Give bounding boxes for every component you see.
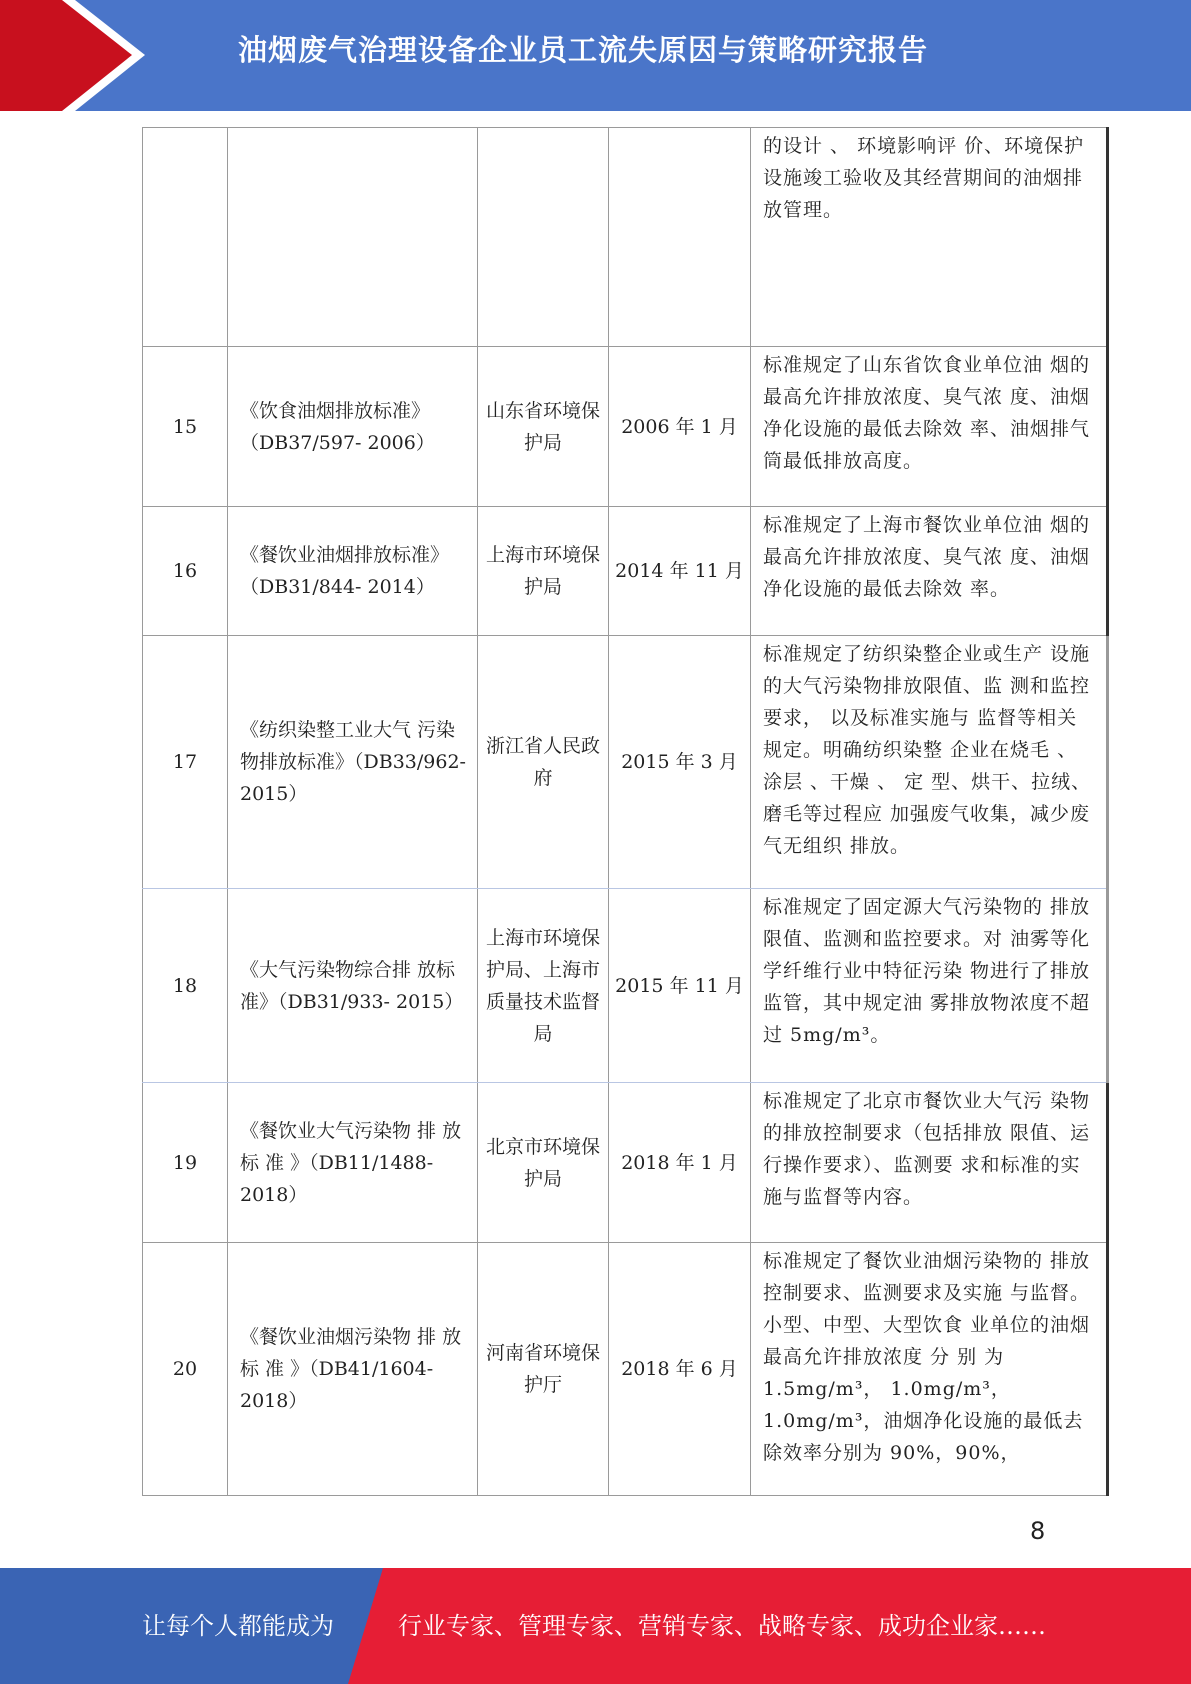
standard-description: 标准规定了固定源大气污染物的 排放限值、监测和监控要求。对 油雾等化学纤维行业中特征污染 物进行了排放监管，其中规定油 雾排放物浓度不超过 5mg/m³。 <box>751 889 1108 1083</box>
page-number: 8 <box>1030 1517 1046 1545</box>
standard-name: 《大气污染物综合排 放标准》（DB31/933- 2015） <box>228 889 478 1083</box>
standard-description: 标准规定了餐饮业油烟污染物的 排放控制要求、监测要求及实施 与监督。 小型、中型、大型饮食 业单位的油烟最高允许排放浓度 分 别 为 1.5mg/m³， 1.0mg/m³， 1.0mg/m³，油烟净化设施的最低去 除效率分别为 90%，90%， <box>751 1243 1108 1496</box>
issuing-authority: 浙江省人民政府 <box>478 636 609 889</box>
issue-date: 2006 年 1 月 <box>609 347 751 507</box>
standard-description: 标准规定了山东省饮食业单位油 烟的最高允许排放浓度、臭气浓 度、油烟净化设施的最低去除效 率、油烟排气筒最低排放高度。 <box>751 347 1108 507</box>
issuing-authority: 山东省环境保护局 <box>478 347 609 507</box>
table-row <box>143 636 1108 889</box>
report-title: 油烟废气治理设备企业员工流失原因与策略研究报告 <box>238 33 929 67</box>
issuing-authority: 上海市环境保护局 <box>478 507 609 636</box>
table-row <box>143 1083 1108 1243</box>
row-number: 18 <box>143 889 228 1083</box>
table-row <box>143 507 1108 636</box>
footer-slogan-left: 让每个人都能成为 <box>142 1612 334 1640</box>
standard-name: 《餐饮业大气污染物 排 放 标 准 》（DB11/1488-2018） <box>228 1083 478 1243</box>
standard-description: 标准规定了纺织染整企业或生产 设施的大气污染物排放限值、监 测和监控要求， 以及标准实施与 监督等相关规定。明确纺织染整 企业在烧毛 、 涂层 、干燥 、 定 型、烘干、拉绒、磨毛等过程应 加强废气收集，减少废气无组织 排放。 <box>751 636 1108 889</box>
row-number: 15 <box>143 347 228 507</box>
issuing-authority <box>478 128 609 347</box>
row-number: 16 <box>143 507 228 636</box>
issue-date: 2014 年 11 月 <box>609 507 751 636</box>
issue-date <box>609 128 751 347</box>
issuing-authority: 河南省环境保护厅 <box>478 1243 609 1496</box>
page-footer <box>0 1568 1191 1684</box>
row-number: 19 <box>143 1083 228 1243</box>
table-row <box>143 347 1108 507</box>
standard-name: 《餐饮业油烟污染物 排 放 标 准 》（DB41/1604-2018） <box>228 1243 478 1496</box>
issuing-authority: 北京市环境保护局 <box>478 1083 609 1243</box>
table-row <box>143 128 1108 347</box>
standard-name: 《餐饮业油烟排放标准》（DB31/844- 2014） <box>228 507 478 636</box>
row-number: 17 <box>143 636 228 889</box>
row-number <box>143 128 228 347</box>
issue-date: 2015 年 3 月 <box>609 636 751 889</box>
issue-date: 2018 年 6 月 <box>609 1243 751 1496</box>
page-header <box>0 0 1191 111</box>
standard-description: 标准规定了上海市餐饮业单位油 烟的最高允许排放浓度、臭气浓 度、油烟净化设施的最低去除效 率。 <box>751 507 1108 636</box>
footer-slogan-right: 行业专家、管理专家、营销专家、战略专家、成功企业家…… <box>398 1612 1046 1640</box>
issue-date: 2015 年 11 月 <box>609 889 751 1083</box>
row-number: 20 <box>143 1243 228 1496</box>
issuing-authority: 上海市环境保护局、上海市质量技术监督局 <box>478 889 609 1083</box>
standard-name: 《饮食油烟排放标准》（DB37/597- 2006） <box>228 347 478 507</box>
standard-name: 《纺织染整工业大气 污染物排放标准》（DB33/962-2015） <box>228 636 478 889</box>
standard-name <box>228 128 478 347</box>
table-row <box>143 1243 1108 1496</box>
standard-description: 标准规定了北京市餐饮业大气污 染物的排放控制要求（包括排放 限值、运行操作要求）、监测要 求和标准的实施与监督等内容。 <box>751 1083 1108 1243</box>
issue-date: 2018 年 1 月 <box>609 1083 751 1243</box>
table-row <box>143 889 1108 1083</box>
standard-description: 的设计 、 环境影响评 价、环境保护设施竣工验收及其经营期间的油烟排放管理。 <box>751 128 1108 347</box>
standards-table <box>142 127 1109 1496</box>
